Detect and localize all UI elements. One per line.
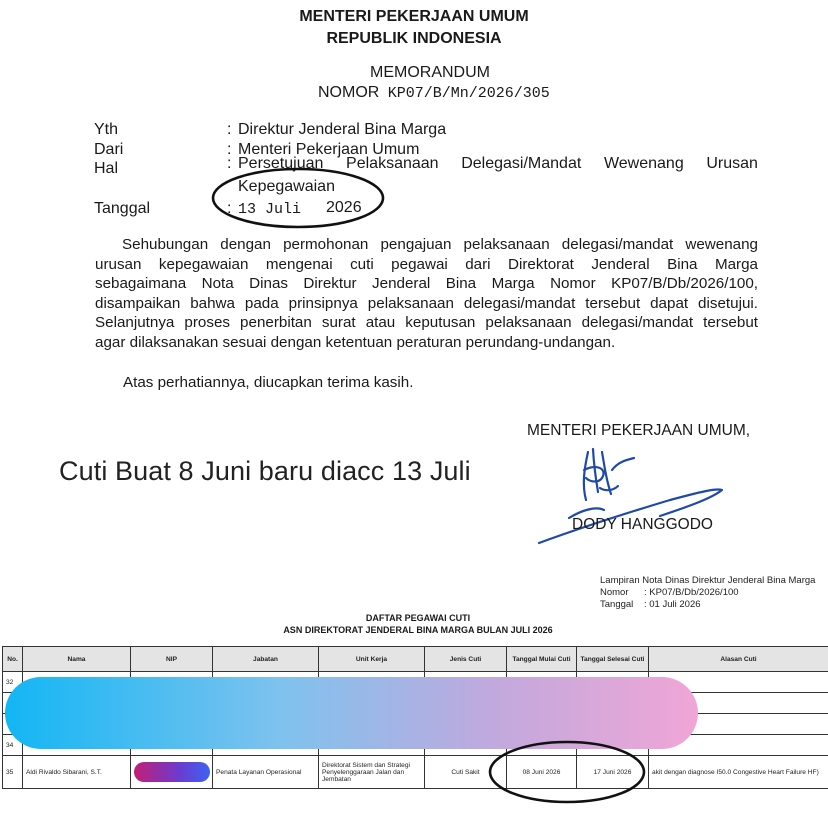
column-header: Jenis Cuti (425, 647, 507, 672)
unit-kerja-cell: Direktorat Sistem dan Strategi Penyelenggaraan Jalan dan Jembatan (319, 756, 425, 789)
body-line: disampaikan bahwa pada prinsipnya pelaksanaan delegasi/mandat tersebut dapat disetujui. (95, 294, 758, 312)
nip-redaction (134, 762, 210, 782)
column-header: No. (3, 647, 23, 672)
body-line: sebagaimana Nota Dinas Direktur Jenderal Bina Marga Nomor KP07/B/Db/2026/100, (95, 275, 758, 293)
colon: : (227, 200, 232, 217)
doc-type: MEMORANDUM (370, 64, 490, 81)
hal-value-line2: Kepegawaian (238, 178, 335, 195)
row-number: 34 (3, 735, 23, 756)
table-title-1: DAFTAR PEGAWAI CUTI (365, 613, 471, 623)
org-country: REPUBLIK INDONESIA (326, 30, 502, 47)
body-line: agar dilaksanakan sesuai dengan ketentuan peraturan perundang-undangan. (95, 333, 616, 351)
tanggal-label: Tanggal (94, 200, 151, 217)
nama-cell: Aldi Rivaldo Sibarani, S.T. (23, 756, 131, 789)
colon: : (227, 121, 232, 138)
redaction-bar (5, 677, 698, 749)
tanggal-value: 13 Juli (238, 201, 302, 218)
memo-body (95, 235, 758, 353)
tanggal-selesai-cell: 17 Juni 2026 (577, 756, 649, 789)
dari-label: Dari (94, 141, 124, 158)
hal-word: Delegasi/Mandat (461, 155, 582, 172)
lampiran-tanggal-value: : 01 Juli 2026 (644, 599, 701, 610)
row-number: 35 (3, 756, 23, 789)
hal-value-line1 (238, 155, 758, 173)
body-line: Selanjutnya proses penerbitan surat atau keputusan pelaksanaan delegasi/mandat tersebut (95, 314, 758, 332)
signer-name: DODY HANGGODO (572, 516, 713, 533)
yth-value: Direktur Jenderal Bina Marga (238, 121, 447, 138)
jenis-cuti-cell: Cuti Sakit (425, 756, 507, 789)
hal-label: Hal (94, 160, 119, 177)
hal-word: Persetujuan (238, 155, 324, 172)
closing-text: Atas perhatiannya, diucapkan terima kasih. (123, 374, 414, 391)
caption-overlay: Cuti Buat 8 Juni baru diacc 13 Juli (59, 456, 471, 486)
lampiran-tanggal-label: Tanggal (600, 599, 634, 610)
column-header: Nama (23, 647, 131, 672)
body-line: Sehubungan dengan permohonan pengajuan pelaksanaan delegasi/mandat wewenang (122, 236, 758, 253)
column-header: Tanggal Mulai Cuti (507, 647, 577, 672)
lampiran-title: Lampiran Nota Dinas Direktur Jenderal Bina Marga (600, 575, 816, 586)
column-header: Alasan Cuti (649, 647, 828, 672)
lampiran-nomor-value: : KP07/B/Db/2026/100 (644, 587, 739, 598)
tanggal-year: 2026 (326, 199, 362, 216)
nomor-value: KP07/B/Mn/2026/305 (387, 85, 550, 102)
column-header: Unit Kerja (319, 647, 425, 672)
jabatan-cell: Penata Layanan Operasional (213, 756, 319, 789)
hal-word: Urusan (706, 155, 758, 172)
nip-cell (131, 756, 213, 789)
signer-title: MENTERI PEKERJAAN UMUM, (527, 422, 751, 439)
table-header-row (3, 647, 828, 672)
yth-label: Yth (94, 121, 119, 138)
nomor-label: NOMOR (318, 84, 380, 101)
alasan-cell: akit dengan diagnose I50.0 Congestive Heart Failure HF) (649, 756, 828, 789)
colon: : (227, 141, 232, 158)
nomor-line (318, 84, 550, 102)
lampiran-nomor-label: Nomor (600, 587, 629, 598)
row-number: 32 (3, 672, 23, 693)
org-name: MENTERI PEKERJAAN UMUM (299, 8, 529, 25)
column-header: Jabatan (213, 647, 319, 672)
hal-word: Pelaksanaan (346, 155, 439, 172)
body-line: urusan kepegawaian mengenai cuti pegawai dari Direktorat Jenderal Bina Marga (95, 255, 758, 273)
table-row (3, 756, 828, 789)
dari-value: Menteri Pekerjaan Umum (238, 141, 420, 158)
hal-word: Wewenang (603, 155, 684, 172)
colon: : (227, 155, 232, 172)
tanggal-mulai-cell: 08 Juni 2026 (507, 756, 577, 789)
column-header: Tanggal Selesai Cuti (577, 647, 649, 672)
column-header: NIP (131, 647, 213, 672)
table-title-2: ASN DIREKTORAT JENDERAL BINA MARGA BULAN JULI 2026 (283, 625, 553, 635)
